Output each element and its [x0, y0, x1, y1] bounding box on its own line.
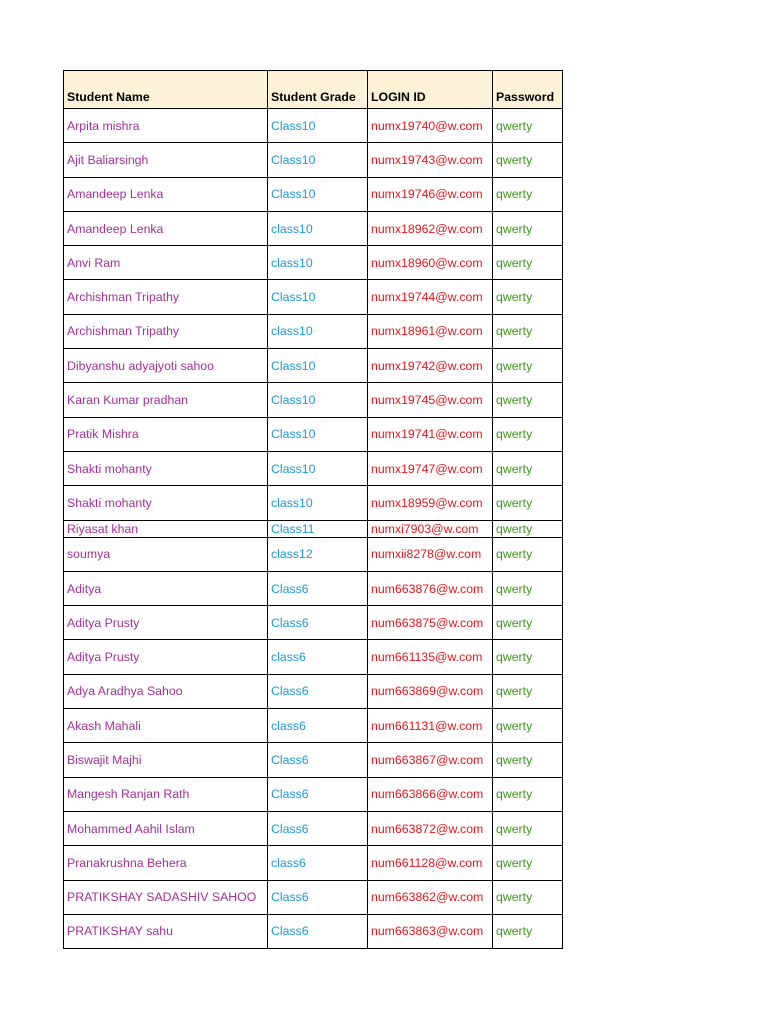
- table-row: [64, 811, 563, 845]
- header-row: [64, 71, 563, 109]
- password-cell: qwerty: [493, 246, 563, 280]
- password-cell: qwerty: [493, 537, 563, 571]
- table-row: [64, 417, 563, 451]
- table-row: [64, 451, 563, 485]
- table-row: [64, 880, 563, 914]
- table-row: [64, 846, 563, 880]
- student-grade-cell: class10: [268, 314, 368, 348]
- header-password: Password: [493, 71, 563, 109]
- password-cell: qwerty: [493, 349, 563, 383]
- student-name-cell: Ajit Baliarsingh: [64, 143, 268, 177]
- student-grade-cell: Class10: [268, 280, 368, 314]
- password-cell: qwerty: [493, 143, 563, 177]
- table-row: [64, 486, 563, 520]
- table-row: [64, 177, 563, 211]
- table-row: [64, 777, 563, 811]
- login-id-cell: numx19741@w.com: [368, 417, 493, 451]
- table-row: [64, 674, 563, 708]
- login-id-cell: numx19740@w.com: [368, 109, 493, 143]
- student-grade-cell: Class10: [268, 349, 368, 383]
- password-cell: qwerty: [493, 109, 563, 143]
- login-id-cell: num663866@w.com: [368, 777, 493, 811]
- table-row: [64, 606, 563, 640]
- student-name-cell: Anvi Ram: [64, 246, 268, 280]
- table-row: [64, 537, 563, 571]
- student-name-cell: Pranakrushna Behera: [64, 846, 268, 880]
- student-name-cell: Akash Mahali: [64, 709, 268, 743]
- password-cell: qwerty: [493, 846, 563, 880]
- password-cell: qwerty: [493, 880, 563, 914]
- login-id-cell: numx18962@w.com: [368, 211, 493, 245]
- student-grade-cell: Class11: [268, 520, 368, 537]
- password-cell: qwerty: [493, 640, 563, 674]
- login-id-cell: numx18961@w.com: [368, 314, 493, 348]
- login-id-cell: num663862@w.com: [368, 880, 493, 914]
- login-id-cell: numx19742@w.com: [368, 349, 493, 383]
- student-name-cell: Amandeep Lenka: [64, 211, 268, 245]
- login-id-cell: numxii8278@w.com: [368, 537, 493, 571]
- password-cell: qwerty: [493, 417, 563, 451]
- student-grade-cell: Class10: [268, 143, 368, 177]
- login-id-cell: num663867@w.com: [368, 743, 493, 777]
- password-cell: qwerty: [493, 383, 563, 417]
- student-grade-cell: class12: [268, 537, 368, 571]
- login-id-cell: num663869@w.com: [368, 674, 493, 708]
- password-cell: qwerty: [493, 709, 563, 743]
- login-id-cell: num663875@w.com: [368, 606, 493, 640]
- header-login-id: LOGIN ID: [368, 71, 493, 109]
- student-grade-cell: Class6: [268, 674, 368, 708]
- password-cell: qwerty: [493, 177, 563, 211]
- login-id-cell: numx19746@w.com: [368, 177, 493, 211]
- student-grade-cell: Class10: [268, 109, 368, 143]
- student-name-cell: Aditya: [64, 571, 268, 605]
- password-cell: qwerty: [493, 280, 563, 314]
- table-row: [64, 109, 563, 143]
- student-grade-cell: class10: [268, 246, 368, 280]
- student-name-cell: Shakti mohanty: [64, 451, 268, 485]
- password-cell: qwerty: [493, 811, 563, 845]
- login-id-cell: num663863@w.com: [368, 914, 493, 948]
- student-name-cell: Shakti mohanty: [64, 486, 268, 520]
- student-name-cell: Adya Aradhya Sahoo: [64, 674, 268, 708]
- password-cell: qwerty: [493, 743, 563, 777]
- table-row: [64, 246, 563, 280]
- login-id-cell: num661128@w.com: [368, 846, 493, 880]
- student-name-cell: Karan Kumar pradhan: [64, 383, 268, 417]
- student-name-cell: soumya: [64, 537, 268, 571]
- table-header: [64, 71, 563, 109]
- student-name-cell: Biswajit Majhi: [64, 743, 268, 777]
- login-id-cell: num661131@w.com: [368, 709, 493, 743]
- password-cell: qwerty: [493, 486, 563, 520]
- password-cell: qwerty: [493, 571, 563, 605]
- student-grade-cell: class10: [268, 486, 368, 520]
- student-grade-cell: Class6: [268, 880, 368, 914]
- login-id-cell: num663872@w.com: [368, 811, 493, 845]
- password-cell: qwerty: [493, 451, 563, 485]
- table-row: [64, 349, 563, 383]
- student-name-cell: Dibyanshu adyajyoti sahoo: [64, 349, 268, 383]
- login-id-cell: numx19745@w.com: [368, 383, 493, 417]
- student-name-cell: Arpita mishra: [64, 109, 268, 143]
- student-name-cell: Riyasat khan: [64, 520, 268, 537]
- student-name-cell: Pratik Mishra: [64, 417, 268, 451]
- student-grade-cell: Class6: [268, 606, 368, 640]
- student-name-cell: Mangesh Ranjan Rath: [64, 777, 268, 811]
- password-cell: qwerty: [493, 777, 563, 811]
- student-grade-cell: Class10: [268, 417, 368, 451]
- login-id-cell: num663876@w.com: [368, 571, 493, 605]
- table-row: [64, 211, 563, 245]
- student-grade-cell: class6: [268, 640, 368, 674]
- table-row: [64, 914, 563, 948]
- student-grade-cell: Class10: [268, 451, 368, 485]
- student-grade-cell: Class10: [268, 383, 368, 417]
- student-grade-cell: class6: [268, 709, 368, 743]
- student-name-cell: Aditya Prusty: [64, 640, 268, 674]
- student-name-cell: PRATIKSHAY SADASHIV SAHOO: [64, 880, 268, 914]
- student-name-cell: PRATIKSHAY sahu: [64, 914, 268, 948]
- table-body: [64, 109, 563, 949]
- student-grade-cell: class6: [268, 846, 368, 880]
- table-row: [64, 709, 563, 743]
- table-row: [64, 520, 563, 537]
- student-grade-cell: Class6: [268, 743, 368, 777]
- student-table: [63, 70, 563, 949]
- student-name-cell: Amandeep Lenka: [64, 177, 268, 211]
- header-student-name: Student Name: [64, 71, 268, 109]
- login-id-cell: numx18960@w.com: [368, 246, 493, 280]
- student-grade-cell: Class6: [268, 811, 368, 845]
- login-id-cell: numxi7903@w.com: [368, 520, 493, 537]
- login-id-cell: num661135@w.com: [368, 640, 493, 674]
- password-cell: qwerty: [493, 211, 563, 245]
- header-student-grade: Student Grade: [268, 71, 368, 109]
- student-login-sheet: [63, 70, 562, 949]
- table-row: [64, 640, 563, 674]
- login-id-cell: numx18959@w.com: [368, 486, 493, 520]
- student-name-cell: Archishman Tripathy: [64, 314, 268, 348]
- login-id-cell: numx19743@w.com: [368, 143, 493, 177]
- table-row: [64, 314, 563, 348]
- student-grade-cell: Class6: [268, 914, 368, 948]
- login-id-cell: numx19744@w.com: [368, 280, 493, 314]
- student-name-cell: Archishman Tripathy: [64, 280, 268, 314]
- password-cell: qwerty: [493, 606, 563, 640]
- student-grade-cell: Class6: [268, 777, 368, 811]
- student-grade-cell: Class10: [268, 177, 368, 211]
- student-name-cell: Mohammed Aahil Islam: [64, 811, 268, 845]
- table-row: [64, 143, 563, 177]
- table-row: [64, 743, 563, 777]
- student-grade-cell: class10: [268, 211, 368, 245]
- student-grade-cell: Class6: [268, 571, 368, 605]
- password-cell: qwerty: [493, 914, 563, 948]
- table-row: [64, 280, 563, 314]
- password-cell: qwerty: [493, 674, 563, 708]
- student-name-cell: Aditya Prusty: [64, 606, 268, 640]
- table-row: [64, 571, 563, 605]
- password-cell: qwerty: [493, 314, 563, 348]
- password-cell: qwerty: [493, 520, 563, 537]
- table-row: [64, 383, 563, 417]
- login-id-cell: numx19747@w.com: [368, 451, 493, 485]
